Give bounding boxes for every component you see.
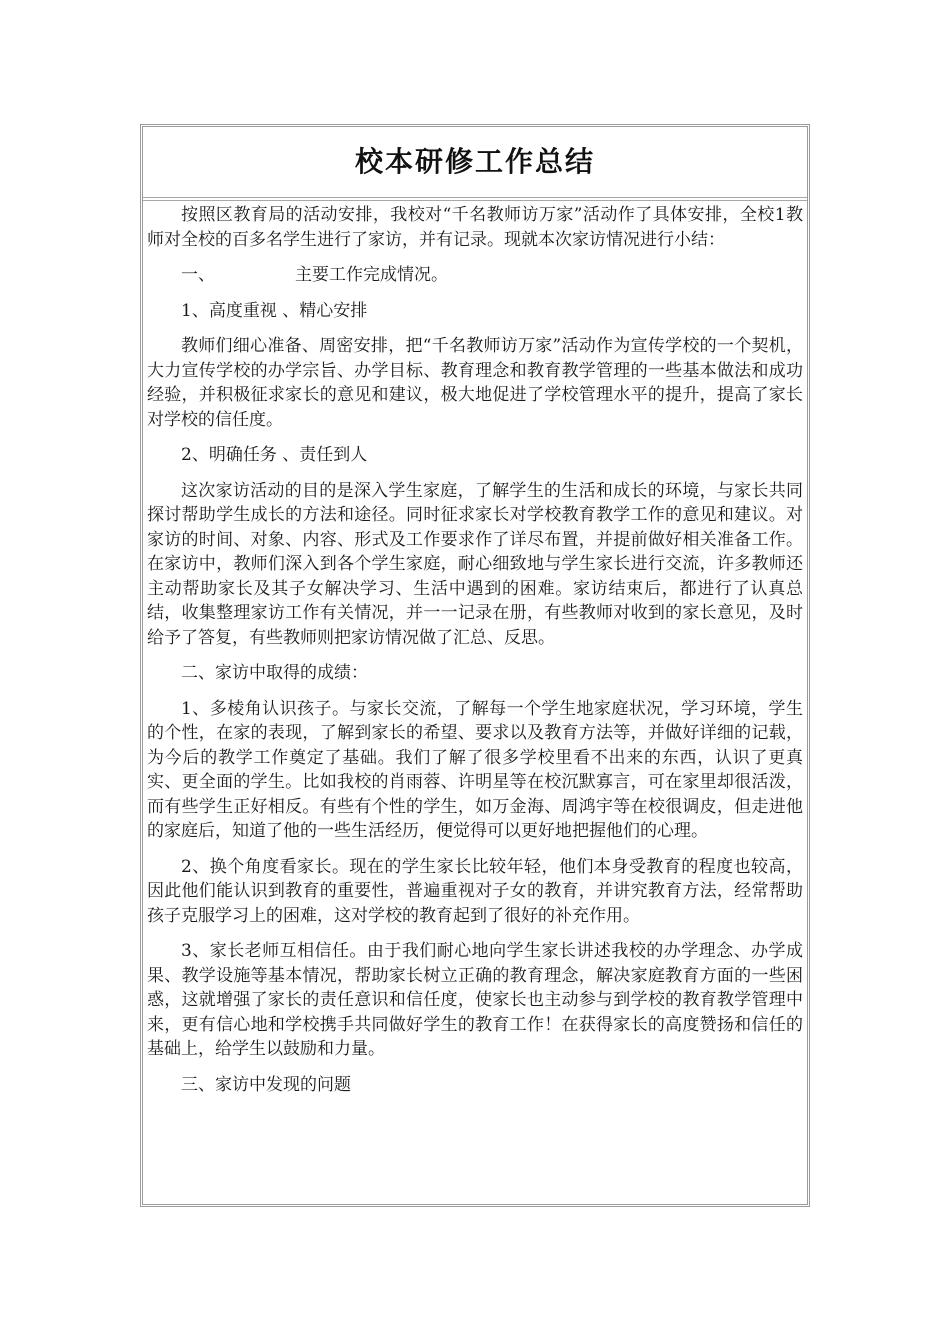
achievement-2-paragraph: 2、换个角度看家长。现在的学生家长比较年轻，他们本身受教育的程度也较高，因此他们能认识到教育的重要性，普遍重视对子女的教育，并讲究教育方法，经常帮助孩子克服学习上的困难，这对学校的教育起到了很好的补充作用。 [147, 856, 803, 926]
section-1-title: 主要工作完成情况。 [295, 265, 448, 285]
item-1-heading: 1、高度重视 、精心安排 [181, 300, 368, 321]
item-2-heading: 2、明确任务 、责任到人 [181, 445, 368, 465]
section-3-heading: 三、家访中发现的问题 [181, 1074, 351, 1095]
achievement-1-paragraph: 1、多棱角认识孩子。与家长交流，了解每一个学生地家庭状况，学习环境，学生的个性，在家的表现，了解到家长的希望、要求以及教育方法等，并做好详细的记载，为今后的教学工作奠定了基础。我们了解了很多学校里看不出来的东西，认识了更真实、更全面的学生。比如我校的肖雨蓉、许明星等在校沉默寡言，可在家里却很活泼，而有些学生正好相反。有些有个性的学生，如万金海、周鸿宇等在校很调皮，但走进他的家庭后，知道了他的一些生活经历，便觉得可以更好地把握他们的心理。 [147, 698, 803, 841]
item-1-paragraph: 教师们细心准备、周密安排，把“千名教师访万家”活动作为宣传学校的一个契机，大力宣传学校的办学宗旨、办学目标、教育理念和教育教学管理的一些基本做法和成功经验，并积极征求家长的意见和建议，极大地促进了学校管理水平的提升，提高了家长对学校的信任度。 [147, 336, 803, 430]
section-1-number: 一、 [181, 265, 215, 285]
document-title: 校本研修工作总结 [354, 145, 595, 178]
document-body [147, 203, 803, 1108]
intro-paragraph: 按照区教育局的活动安排，我校对“千名教师访万家”活动作了具体安排，全校1教师对全校的百多名学生进行了家访，并有记录。现就本次家访情况进行小结： [147, 205, 803, 250]
title-cell [143, 127, 807, 201]
section-1-heading [147, 263, 803, 288]
document-frame [140, 124, 810, 1207]
achievement-3-paragraph: 3、家长老师互相信任。由于我们耐心地向学生家长讲述我校的办学理念、办学成果、教学设施等基本情况，帮助家长树立正确的教育理念，解决家庭教育方面的一些困惑，这就增强了家长的责任意识和信任度，使家长也主动参与到学校的教育教学管理中来，更有信心地和学校携手共同做好学生的教育工作！在获得家长的高度赞扬和信任的基础上，给学生以鼓励和力量。 [147, 941, 803, 1059]
section-2-heading: 二、家访中取得的成绩： [181, 663, 368, 683]
item-2-paragraph: 这次家访活动的目的是深入学生家庭，了解学生的生活和成长的环境，与家长共同探讨帮助学生成长的方法和途径。同时征求家长对学校教育教学工作的意见和建议。对家访的时间、对象、内容、形式及工作要求作了详尽布置，并提前做好相关准备工作。在家访中，教师们深入到各个学生家庭，耐心细致地与学生家长进行交流，许多教师还主动帮助家长及其子女解决学习、生活中遇到的困难。家访结束后，都进行了认真总结，收集整理家访工作有关情况，并一一记录在册，有些教师对收到的家长意见，及时给予了答复，有些教师则把家访情况做了汇总、反思。 [147, 480, 803, 648]
